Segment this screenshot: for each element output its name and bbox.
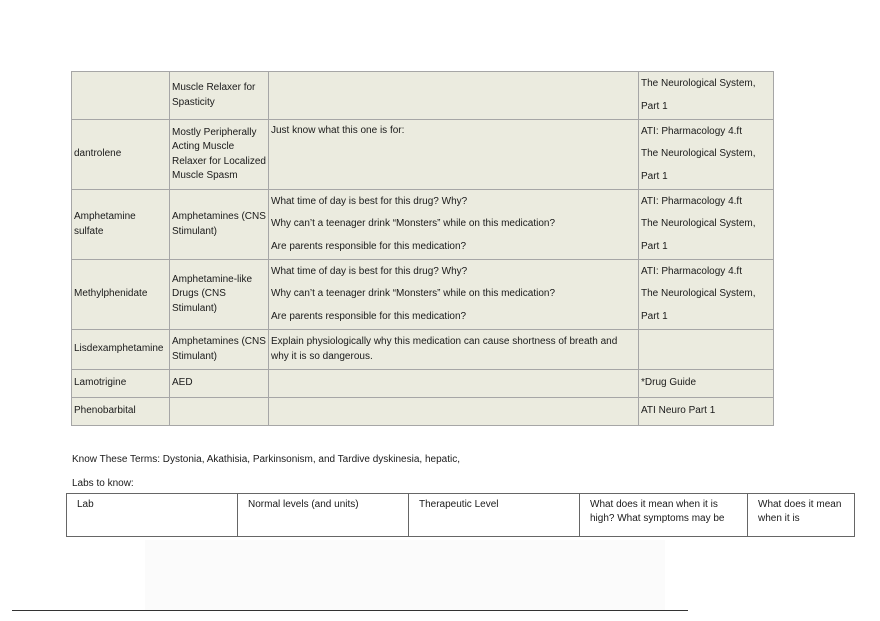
reference-text: *Drug Guide xyxy=(641,377,697,389)
labs-header-cell: What does it mean when it is xyxy=(748,494,855,537)
table-row xyxy=(72,370,774,398)
reference-text: Part 1 xyxy=(641,240,668,252)
question-cell xyxy=(269,120,639,190)
table-row xyxy=(72,330,774,370)
drug-name-cell: dantrolene xyxy=(72,120,170,190)
reference-text: The Neurological System, xyxy=(641,288,756,300)
question-text: Explain physiologically why this medication can cause shortness of breath and why it is so dangerous. xyxy=(271,336,618,362)
question-text: What time of day is best for this drug? Why? xyxy=(271,195,468,207)
drug-table xyxy=(71,71,774,426)
labs-header-cell: What does it mean when it is high? What symptoms may be xyxy=(580,494,748,537)
question-text: Just know what this one is for: xyxy=(271,125,405,136)
question-text: Are parents responsible for this medication? xyxy=(271,240,467,252)
terms-line: Know These Terms: Dystonia, Akathisia, Parkinsonism, and Tardive dyskinesia, hepatic, xyxy=(72,454,460,465)
table-row xyxy=(72,190,774,260)
reference-text: The Neurological System, xyxy=(641,78,756,89)
drug-class-cell: Amphetamines (CNS Stimulant) xyxy=(170,330,269,370)
question-cell xyxy=(269,260,639,330)
reference-text: ATI: Pharmacology 4.ft xyxy=(641,195,742,207)
question-cell xyxy=(269,72,639,120)
reference-cell xyxy=(639,330,774,370)
reference-text: Part 1 xyxy=(641,310,668,322)
reference-cell xyxy=(639,370,774,398)
reference-cell xyxy=(639,72,774,120)
question-cell xyxy=(269,398,639,426)
drug-name-cell: Amphetamine sulfate xyxy=(72,190,170,260)
labs-header-cell: Therapeutic Level xyxy=(409,494,580,537)
question-cell xyxy=(269,330,639,370)
table-row xyxy=(72,72,774,120)
drug-name-cell: Lisdexamphetamine xyxy=(72,330,170,370)
drug-class-cell: Mostly Peripherally Acting Muscle Relaxer for Localized Muscle Spasm xyxy=(170,120,269,190)
drug-name-cell: Lamotrigine xyxy=(72,370,170,398)
drug-class-cell: Muscle Relaxer for Spasticity xyxy=(170,72,269,120)
drug-name-cell: Phenobarbital xyxy=(72,398,170,426)
labs-table xyxy=(66,493,855,537)
reference-text: ATI: Pharmacology 4.ft xyxy=(641,125,742,137)
reference-text: ATI: Pharmacology 4.ft xyxy=(641,265,742,277)
question-cell xyxy=(269,370,639,398)
question-text: What time of day is best for this drug? Why? xyxy=(271,265,468,277)
drug-class-cell xyxy=(170,398,269,426)
reference-text: Part 1 xyxy=(641,100,668,112)
drug-class-cell: Amphetamines (CNS Stimulant) xyxy=(170,190,269,260)
labs-title: Labs to know: xyxy=(72,478,134,489)
reference-cell xyxy=(639,120,774,190)
table-row xyxy=(72,260,774,330)
question-text: Why can’t a teenager drink “Monsters” while on this medication? xyxy=(271,288,556,300)
reference-cell xyxy=(639,398,774,426)
reference-cell xyxy=(639,190,774,260)
drug-class-cell: AED xyxy=(170,370,269,398)
reference-cell xyxy=(639,260,774,330)
question-text: Why can’t a teenager drink “Monsters” while on this medication? xyxy=(271,218,556,230)
background-shade xyxy=(145,540,665,610)
reference-text: The Neurological System, xyxy=(641,148,756,160)
page-divider xyxy=(12,610,688,611)
drug-class-cell: Amphetamine-like Drugs (CNS Stimulant) xyxy=(170,260,269,330)
labs-header-cell: Normal levels (and units) xyxy=(238,494,409,537)
table-row xyxy=(67,494,855,537)
reference-text: The Neurological System, xyxy=(641,218,756,230)
labs-header-cell: Lab xyxy=(67,494,238,537)
table-row xyxy=(72,120,774,190)
table-row xyxy=(72,398,774,426)
drug-name-cell xyxy=(72,72,170,120)
question-cell xyxy=(269,190,639,260)
question-text: Are parents responsible for this medication? xyxy=(271,310,467,322)
drug-name-cell: Methylphenidate xyxy=(72,260,170,330)
reference-text: Part 1 xyxy=(641,170,668,182)
reference-text: ATI Neuro Part 1 xyxy=(641,405,716,417)
